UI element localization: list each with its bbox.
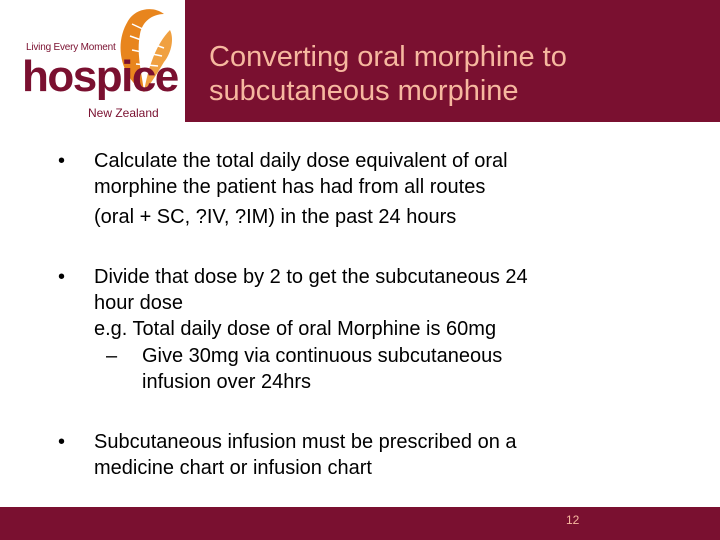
- bullet-line: hour dose: [94, 292, 183, 314]
- bullet-line: (oral + SC, ?IV, ?IM) in the past 24 hours: [94, 206, 457, 228]
- page-number: 12: [566, 513, 580, 527]
- slide-footer: [0, 507, 720, 540]
- bullet-marker: •: [58, 150, 66, 172]
- bullet-item: [58, 148, 658, 230]
- bullet-line: morphine the patient has had from all routes: [94, 176, 486, 198]
- slide-header: [185, 0, 720, 122]
- slide-body: [58, 148, 658, 481]
- bullet-item: [58, 429, 658, 481]
- sub-bullet-marker: –: [106, 345, 118, 367]
- bullet-marker: •: [58, 266, 66, 288]
- title-line: Converting oral morphine to: [209, 41, 567, 73]
- bullet-line: Divide that dose by 2 to get the subcutaneous 24: [94, 266, 528, 288]
- bullet-item: [58, 264, 658, 395]
- bullet-line: Calculate the total daily dose equivalent of oral: [94, 150, 508, 172]
- bullet-line: Subcutaneous infusion must be prescribed on a: [94, 431, 517, 453]
- slide-title: [209, 40, 709, 108]
- logo-region: New Zealand: [88, 106, 159, 120]
- logo-brand: hospice: [22, 52, 178, 101]
- logo-tagline: Living Every Moment: [26, 42, 116, 53]
- bullet-line: medicine chart or infusion chart: [94, 457, 372, 479]
- sub-bullet-line: Give 30mg via continuous subcutaneous: [142, 345, 503, 367]
- hospice-logo: [0, 0, 185, 122]
- bullet-marker: •: [58, 431, 66, 453]
- sub-bullet-line: infusion over 24hrs: [142, 371, 311, 393]
- bullet-line: e.g. Total daily dose of oral Morphine is 60mg: [94, 318, 497, 340]
- title-line: subcutaneous morphine: [209, 75, 519, 107]
- sub-bullet-item: [94, 343, 658, 395]
